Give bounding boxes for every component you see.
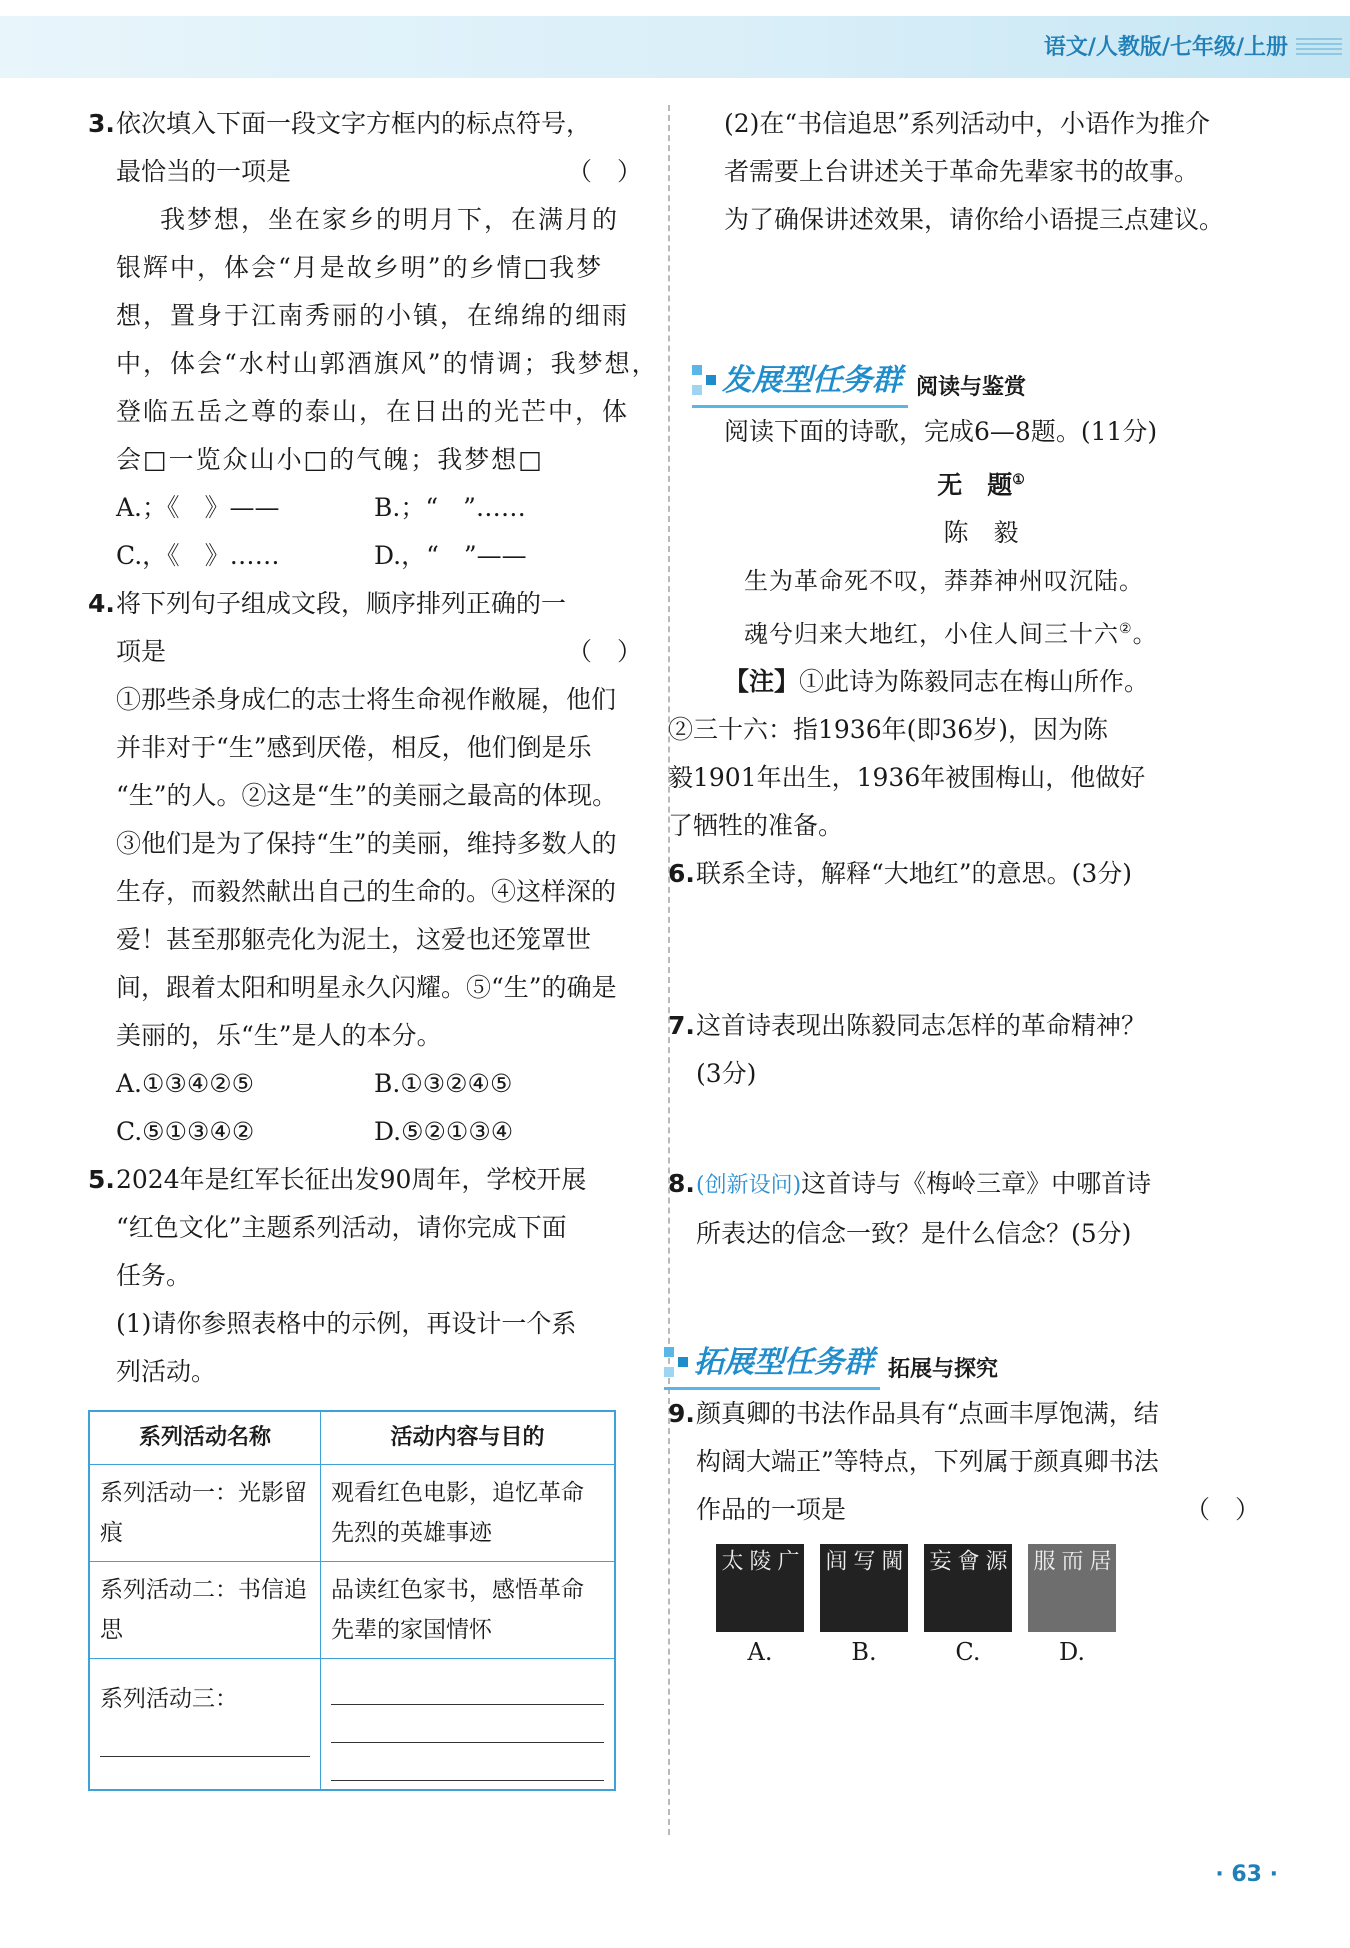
question-stem: 2024年是红军长征出发90周年，学校开展 bbox=[116, 1165, 587, 1194]
options-row bbox=[116, 1060, 648, 1108]
option-a[interactable]: A.；《 》—— bbox=[116, 493, 280, 522]
subquestion: 列活动。 bbox=[116, 1357, 217, 1386]
passage-line: 并非对于“生”感到厌倦，相反，他们倒是乐 bbox=[116, 733, 592, 762]
section-header-develop bbox=[692, 350, 1266, 408]
passage-line: 会□一览众山小□的气魄；我梦想□ bbox=[116, 445, 544, 474]
question-stem: 所表达的信念一致？是什么信念？(5分) bbox=[696, 1219, 1132, 1249]
section-title: 发展型任务群 bbox=[692, 357, 908, 408]
option-label: A. bbox=[747, 1638, 773, 1667]
poem-line-end: 。 bbox=[1132, 620, 1158, 649]
question-stem: 项是 bbox=[116, 637, 167, 666]
poem-title-text: 无 题 bbox=[937, 470, 1013, 500]
note-text: ②三十六：指1936年(即36岁)，因为陈 bbox=[668, 715, 1108, 745]
subquestion: (2)在“书信追思”系列活动中，小语作为推介 bbox=[724, 109, 1210, 138]
question-5-part-2 bbox=[696, 100, 1266, 244]
header-decoration bbox=[1296, 38, 1342, 58]
passage-line: ①那些杀身成仁的志士将生命视作敝屣，他们 bbox=[116, 685, 617, 714]
question-stem: 构阔大端正”等特点，下列属于颜真卿书法 bbox=[696, 1447, 1159, 1477]
passage-line: 中，体会“水村山郭酒旗风”的情调；我梦想， bbox=[116, 349, 659, 378]
reading-block bbox=[696, 408, 1266, 456]
table-cell: 系列活动二：书信追思 bbox=[89, 1562, 320, 1659]
left-column bbox=[88, 100, 659, 1791]
passage-line: 美丽的，乐“生”是人的本分。 bbox=[116, 1021, 442, 1050]
table-header: 系列活动名称 bbox=[89, 1411, 320, 1465]
question-stem: (3分) bbox=[696, 1059, 757, 1089]
option-c[interactable]: C.，《 》…… bbox=[116, 541, 280, 570]
poem-title bbox=[696, 456, 1266, 509]
answer-paren[interactable]: （ ） bbox=[566, 637, 642, 666]
question-stem: 依次填入下面一段文字方框内的标点符号， bbox=[116, 109, 592, 138]
question-8 bbox=[668, 1160, 1266, 1258]
passage-line: 生存，而毅然献出自己的生命的。④这样深的 bbox=[116, 877, 617, 906]
option-d[interactable]: D.⑤②①③④ bbox=[374, 1117, 514, 1146]
passage-line: ③他们是为了保持“生”的美丽，维持多数人的 bbox=[116, 829, 617, 858]
poem-line: 魂兮归来大地红，小住人间三十六 bbox=[744, 620, 1119, 649]
section-title: 拓展型任务群 bbox=[664, 1339, 880, 1390]
option-a[interactable] bbox=[716, 1544, 804, 1672]
answer-blank[interactable] bbox=[100, 1723, 310, 1757]
subquestion: 为了确保讲述效果，请你给小语提三点建议。 bbox=[724, 205, 1225, 234]
passage-line: 我梦想，坐在家乡的明月下，在满月的 bbox=[160, 205, 620, 234]
question-stem: 最恰当的一项是 bbox=[116, 157, 292, 186]
note-label: 【注】 bbox=[724, 667, 800, 697]
answer-space[interactable] bbox=[696, 1098, 1266, 1160]
answer-blank[interactable] bbox=[331, 1747, 604, 1781]
poem-note bbox=[668, 658, 1266, 850]
activity-table bbox=[88, 1410, 616, 1791]
header-bar bbox=[0, 16, 1350, 78]
question-number: 7. bbox=[668, 1011, 695, 1041]
question-number: 4. bbox=[88, 589, 115, 618]
question-number: 5. bbox=[88, 1165, 115, 1194]
answer-paren[interactable]: （ ） bbox=[1184, 1495, 1260, 1525]
section-header-expand bbox=[664, 1332, 1266, 1390]
option-label: D. bbox=[1058, 1638, 1085, 1667]
question-5 bbox=[88, 1156, 648, 1791]
question-number: 8. bbox=[668, 1169, 695, 1199]
table-header: 活动内容与目的 bbox=[320, 1411, 615, 1465]
note-text: 了牺牲的准备。 bbox=[668, 811, 844, 841]
option-b[interactable]: B.①③②④⑤ bbox=[374, 1069, 513, 1098]
calligraphy-image-d: 居而服 bbox=[1028, 1544, 1116, 1632]
option-d[interactable] bbox=[1028, 1544, 1116, 1672]
question-9 bbox=[668, 1390, 1266, 1672]
passage-line: 登临五岳之尊的泰山，在日出的光芒中，体 bbox=[116, 397, 630, 426]
poem-line: 生为革命死不叹，莽莽神州叹沉陆。 bbox=[744, 567, 1144, 596]
passage-line: “生”的人。②这是“生”的美丽之最高的体现。 bbox=[116, 781, 618, 810]
option-c[interactable]: C.⑤①③④② bbox=[116, 1117, 255, 1146]
question-stem: 这首诗表现出陈毅同志怎样的革命精神？ bbox=[696, 1011, 1147, 1041]
question-3 bbox=[88, 100, 659, 580]
poem-body bbox=[696, 557, 1266, 658]
answer-space[interactable] bbox=[696, 244, 1266, 340]
footnote-mark: ② bbox=[1119, 621, 1133, 638]
table-row bbox=[89, 1659, 615, 1791]
calligraphy-image-b: 閫写闾 bbox=[820, 1544, 908, 1632]
question-stem: 任务。 bbox=[116, 1261, 192, 1290]
passage-line: 银辉中，体会“月是故乡明”的乡情□我梦 bbox=[116, 253, 604, 282]
reading-intro: 阅读下面的诗歌，完成6—8题。(11分) bbox=[724, 417, 1158, 446]
option-d[interactable]: D.，“ ”—— bbox=[374, 541, 527, 570]
passage-line: 爱！甚至那躯壳化为泥土，这爱也还笼罩世 bbox=[116, 925, 592, 954]
question-number: 6. bbox=[668, 859, 695, 889]
question-number: 9. bbox=[668, 1399, 695, 1429]
option-a[interactable]: A.①③④②⑤ bbox=[116, 1069, 255, 1098]
note-text: ①此诗为陈毅同志在梅山所作。 bbox=[799, 667, 1150, 697]
question-stem: 作品的一项是 bbox=[696, 1495, 847, 1525]
question-stem: 联系全诗，解释“大地红”的意思。(3分) bbox=[696, 859, 1132, 889]
passage-line: 间，跟着太阳和明星永久闪耀。⑤“生”的确是 bbox=[116, 973, 617, 1002]
subquestion: (1)请你参照表格中的示例，再设计一个系 bbox=[116, 1309, 577, 1338]
section-subtitle: 阅读与鉴赏 bbox=[916, 375, 1027, 400]
footnote-mark: ① bbox=[1012, 472, 1025, 488]
answer-blank[interactable] bbox=[331, 1709, 604, 1743]
section-subtitle: 拓展与探究 bbox=[888, 1357, 999, 1383]
table-row bbox=[89, 1562, 615, 1659]
options-row bbox=[116, 484, 648, 532]
question-stem: 将下列句子组成文段，顺序排列正确的一 bbox=[116, 589, 567, 618]
innovation-tag: (创新设问) bbox=[696, 1173, 802, 1199]
answer-space[interactable] bbox=[696, 898, 1266, 1002]
answer-space[interactable] bbox=[696, 1258, 1266, 1322]
question-number: 3. bbox=[88, 109, 115, 138]
option-b[interactable] bbox=[820, 1544, 908, 1672]
answer-blank[interactable] bbox=[331, 1671, 604, 1705]
question-6 bbox=[668, 850, 1266, 898]
calligraphy-options bbox=[716, 1544, 1266, 1672]
page-number: · 63 · bbox=[1215, 1862, 1278, 1887]
passage-line: 想，置身于江南秀丽的小镇，在绵绵的细雨 bbox=[116, 301, 630, 330]
option-b[interactable]: B.；“ ”…… bbox=[374, 493, 526, 522]
subquestion: 者需要上台讲述关于革命先辈家书的故事。 bbox=[724, 157, 1200, 186]
table-cell: 系列活动三： bbox=[100, 1686, 238, 1712]
right-column bbox=[668, 100, 1266, 1672]
question-stem: 颜真卿的书法作品具有“点画丰厚饱满，结 bbox=[696, 1399, 1159, 1429]
options-row bbox=[116, 1108, 648, 1156]
table-cell: 品读红色家书，感悟革命先辈的家国情怀 bbox=[320, 1562, 615, 1659]
question-7 bbox=[668, 1002, 1266, 1098]
options-row bbox=[116, 532, 648, 580]
book-tag: 语文/人教版/七年级/上册 bbox=[1043, 35, 1288, 60]
question-stem: 这首诗与《梅岭三章》中哪首诗 bbox=[801, 1169, 1152, 1199]
option-c[interactable] bbox=[924, 1544, 1012, 1672]
option-label: B. bbox=[851, 1638, 877, 1667]
table-cell: 系列活动一：光影留痕 bbox=[89, 1465, 320, 1562]
table-cell: 观看红色电影，追忆革命先烈的英雄事迹 bbox=[320, 1465, 615, 1562]
note-text: 毅1901年出生，1936年被围梅山，他做好 bbox=[668, 763, 1146, 793]
poem-author: 陈 毅 bbox=[943, 518, 1019, 548]
answer-paren[interactable]: （ ） bbox=[566, 157, 642, 186]
table-row bbox=[89, 1465, 615, 1562]
calligraphy-image-a: 广陵太 bbox=[716, 1544, 804, 1632]
question-stem: “红色文化”主题系列活动，请你完成下面 bbox=[116, 1213, 567, 1242]
question-4 bbox=[88, 580, 648, 1156]
calligraphy-image-c: 源會妄 bbox=[924, 1544, 1012, 1632]
option-label: C. bbox=[955, 1638, 981, 1667]
